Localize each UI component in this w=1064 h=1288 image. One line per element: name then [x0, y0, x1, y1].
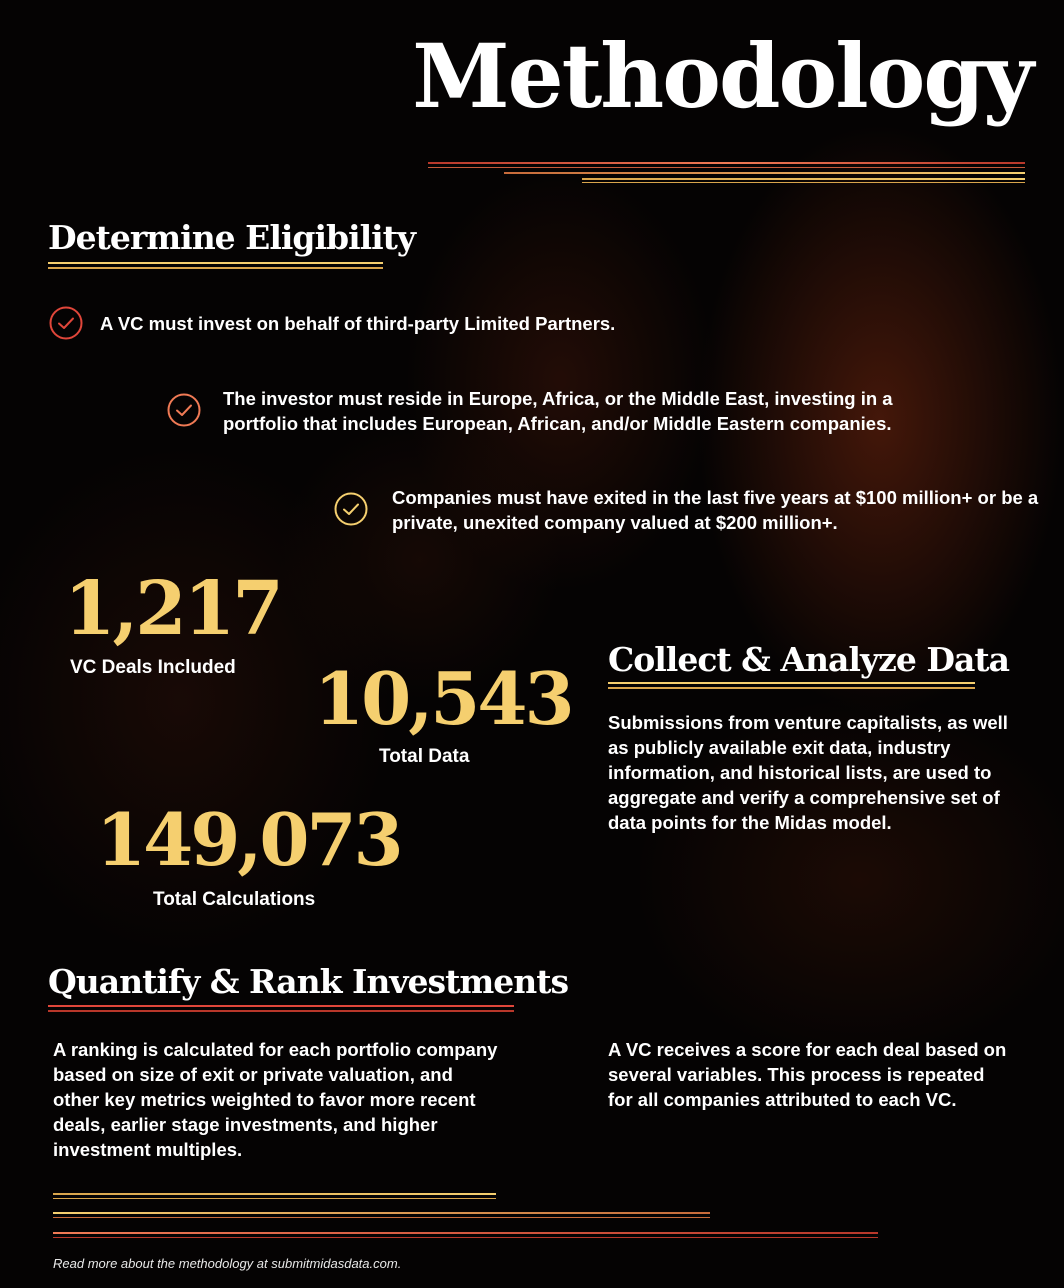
stat-total-data-label: Total Data — [379, 746, 470, 767]
quantify-right-description: A VC receives a score for each deal based on several variables. This process is repeated for all companies attributed to each VC. — [608, 1039, 1007, 1110]
eligibility-criterion-3: Companies must have exited in the last five years at $100 million+ or be a private, unexited company valued at $200 million+. — [392, 487, 1039, 533]
stat-total-data-value: 10,543 — [314, 656, 572, 741]
check-circle-icon — [334, 492, 368, 526]
quantify-heading: Quantify & Rank Investments — [48, 962, 569, 1001]
check-circle-icon — [49, 306, 83, 340]
stat-total-calculations-label: Total Calculations — [153, 889, 316, 910]
footer-note: Read more about the methodology at submitmidasdata.com. — [53, 1256, 402, 1271]
stat-total-calculations-value: 149,073 — [96, 797, 401, 882]
stat-vc-deals-value: 1,217 — [64, 566, 281, 652]
collect-description: Submissions from venture capitalists, as well as publicly available exit data, industry information, and historical lists, are used to aggregate and verify a comprehensive set of data points for the Midas model. — [608, 712, 1008, 833]
quantify-left-description: A ranking is calculated for each portfolio company based on size of exit or private valuation, and other key metrics weighted to favor more recent deals, earlier stage investments, and higher investment multiples. — [53, 1039, 498, 1160]
page-title: Methodology — [412, 24, 1032, 128]
eligibility-criterion-2: The investor must reside in Europe, Africa, or the Middle East, investing in a portfolio that includes European, African, and/or Middle Eastern companies. — [223, 388, 893, 434]
stat-vc-deals-label: VC Deals Included — [70, 657, 236, 678]
eligibility-criterion-1: A VC must invest on behalf of third-party Limited Partners. — [100, 313, 616, 334]
collect-heading: Collect & Analyze Data — [608, 640, 1009, 679]
check-circle-icon — [167, 393, 201, 427]
eligibility-heading: Determine Eligibility — [48, 218, 416, 257]
